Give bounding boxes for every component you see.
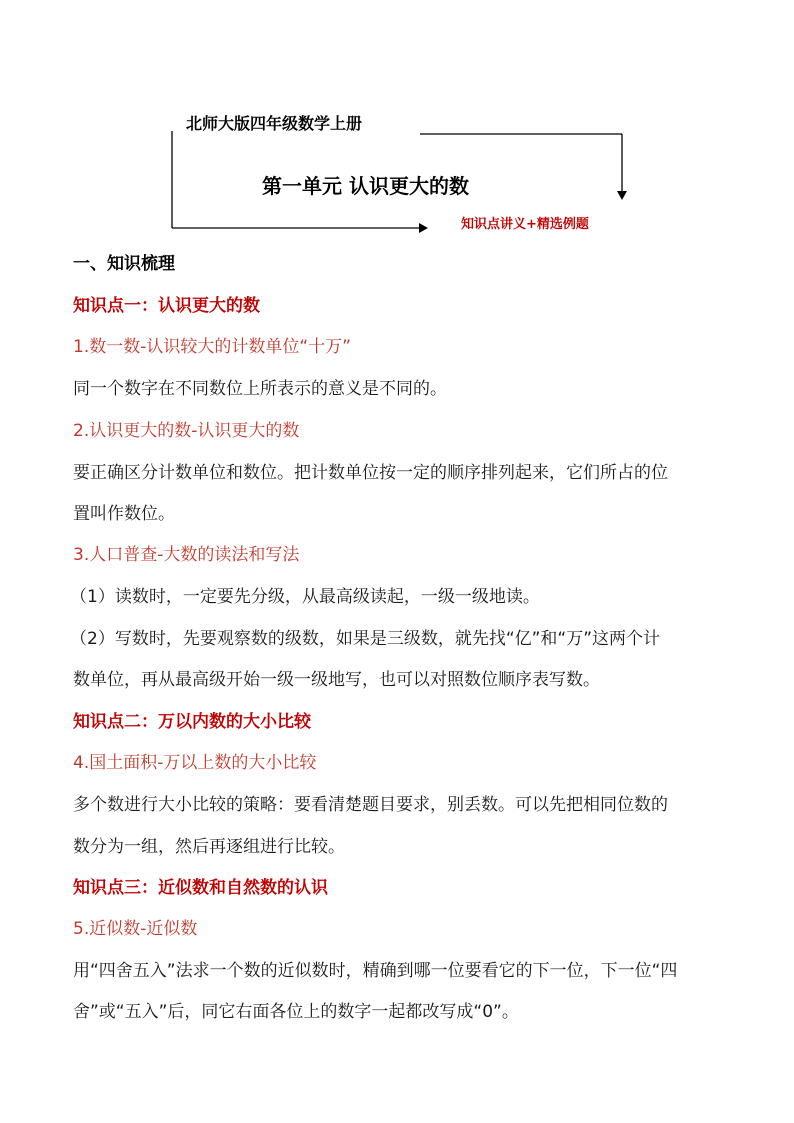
topic-4-body-line1: 多个数进行大小比较的策略：要看清楚题目要求，别丢数。可以先把相同位数的 (73, 795, 668, 815)
topic-3-item-2-line1: （2）写数时，先要观察数的级数，如果是三级数，就先找“亿”和“万”这两个计 (70, 629, 661, 649)
topic-1-title: 1.数一数-认识较大的计数单位“十万” (73, 337, 351, 357)
topic-3-item-1: （1）读数时，一定要先分级，从最高级读起，一级一级地读。 (70, 587, 540, 607)
subtitle: 知识点讲义+精选例题 (461, 217, 589, 232)
header-frame (0, 0, 794, 260)
unit-title: 第一单元 认识更大的数 (262, 174, 469, 198)
topic-4-body-line2: 数分为一组，然后再逐组进行比较。 (73, 837, 345, 857)
topic-5-title: 5.近似数-近似数 (73, 919, 198, 939)
topic-3-title: 3.人口普查-大数的读法和写法 (73, 545, 300, 565)
section-heading: 一、知识梳理 (73, 254, 175, 274)
kp2-heading: 知识点二：万以内数的大小比较 (73, 712, 311, 732)
topic-2-title: 2.认识更大的数-认识更大的数 (73, 421, 300, 441)
kp1-heading: 知识点一：认识更大的数 (73, 296, 260, 316)
topic-2-body-line1: 要正确区分计数单位和数位。把计数单位按一定的顺序排列起来，它们所占的位 (73, 463, 668, 483)
topic-5-body-line2: 舍”或“五入”后，同它右面各位上的数字一起都改写成“0”。 (73, 1002, 519, 1022)
topic-4-title: 4.国土面积-万以上数的大小比较 (73, 753, 317, 773)
topic-3-item-2-line2: 数单位，再从最高级开始一级一级地写，也可以对照数位顺序表写数。 (73, 670, 600, 690)
topic-5-body-line1: 用“四舍五入”法求一个数的近似数时，精确到哪一位要看它的下一位，下一位“四 (73, 961, 678, 981)
topic-1-body: 同一个数字在不同数位上所表示的意义是不同的。 (73, 379, 447, 399)
book-title: 北师大版四年级数学上册 (186, 114, 363, 133)
topic-2-body-line2: 置叫作数位。 (73, 504, 175, 524)
kp3-heading: 知识点三：近似数和自然数的认识 (73, 878, 328, 898)
